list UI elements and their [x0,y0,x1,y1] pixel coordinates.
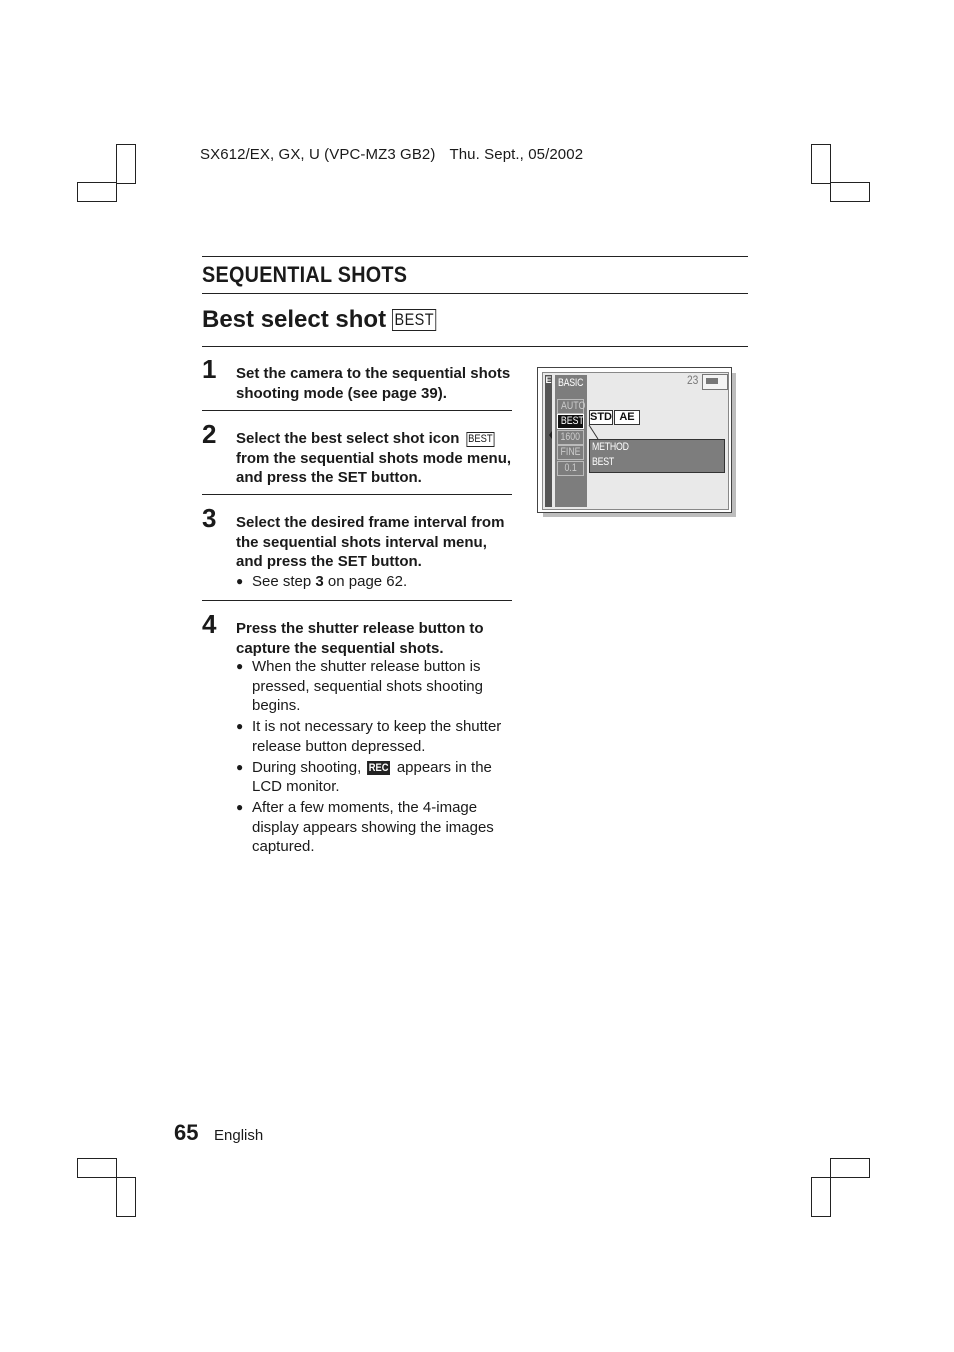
rec-icon: REC [369,761,389,774]
note-step-ref: 3 [315,573,324,590]
section-rule-top [202,256,748,257]
lcd-popup-method: METHOD [592,441,629,453]
step-instruction: Select the desired frame interval from the sequential shots interval menu, and press the SET button. [236,514,505,570]
page-title-text: Best select shot [202,306,387,333]
note-item: ● It is not necessary to keep the shutter release button depressed. [236,717,512,756]
note-item: ● After a few moments, the 4-image display appears showing the images captured. [236,798,512,857]
step-instruction: Set the camera to the sequential shots shooting mode (see page 39). [236,365,511,402]
page-language: English [214,1127,264,1144]
note-text: on page 62. [323,573,408,590]
note-text: appears in the LCD monitor. [252,758,492,795]
lcd-menu-item: FINE [557,445,584,460]
step-3 [202,505,512,595]
best-select-icon: BEST [467,433,493,445]
lcd-menu-item: 0.1 [557,461,584,476]
step-2 [202,421,512,491]
step-divider [202,600,512,601]
crop-mark [116,1177,136,1217]
crop-mark [811,1177,831,1217]
page-title [202,306,444,334]
note-text: See step [252,573,316,590]
lcd-shot-counter: 23 [687,373,699,387]
lcd-menu-item-selected: BEST [557,414,584,429]
lcd-option-ae: AE [614,410,640,425]
title-rule [202,346,748,347]
lcd-menu-column [555,375,587,507]
step-number: 1 [202,354,217,384]
crop-mark [811,144,831,184]
note-item: ● When the shutter release button is pressed, sequential shots shooting begins. [236,657,512,716]
step-text-part: from the sequential shots mode menu, and press the SET button. [236,449,512,486]
step-divider [202,410,512,411]
crop-mark [77,1158,117,1178]
best-select-icon: BEST [392,309,437,331]
step-1 [202,356,512,406]
crop-mark [116,144,136,184]
date-text: Thu. Sept., 05/2002 [449,146,584,163]
note-item [236,758,512,797]
lcd-menu-item: AUTO [557,399,584,414]
page-number: 65 [174,1120,199,1145]
lcd-tab-basic: BASIC [558,377,584,389]
lcd-option-std: STD [590,411,612,423]
lcd-strip-label: E [545,375,552,385]
section-rule-bottom [202,293,748,294]
step-divider [202,494,512,495]
lcd-screen [537,367,732,513]
step-notes [236,657,512,858]
lcd-side-strip [545,375,552,507]
crop-mark [830,1158,870,1178]
step-number: 3 [202,503,217,533]
step-instruction [236,429,512,488]
step-instruction: Press the shutter release button to capture the sequential shots. [236,620,484,657]
model-text: SX612/EX, GX, U (VPC-MZ3 GB2) [200,146,436,163]
lcd-popup-best: BEST [592,456,615,468]
step-notes [236,572,512,593]
step-4 [202,611,512,861]
section-title: SEQUENTIAL SHOTS [202,262,408,287]
step-number: 4 [202,609,217,639]
step-number: 2 [202,419,217,449]
note-text: During shooting, [252,758,362,776]
lcd-display [542,372,729,510]
card-icon [702,374,728,390]
lcd-menu-item: 1600 [557,430,584,445]
step-text-part: Select the best select shot icon [236,430,460,447]
lcd-popup [589,439,725,473]
print-header [200,146,583,163]
note-item [236,572,512,592]
crop-mark [77,182,117,202]
crop-mark [830,182,870,202]
